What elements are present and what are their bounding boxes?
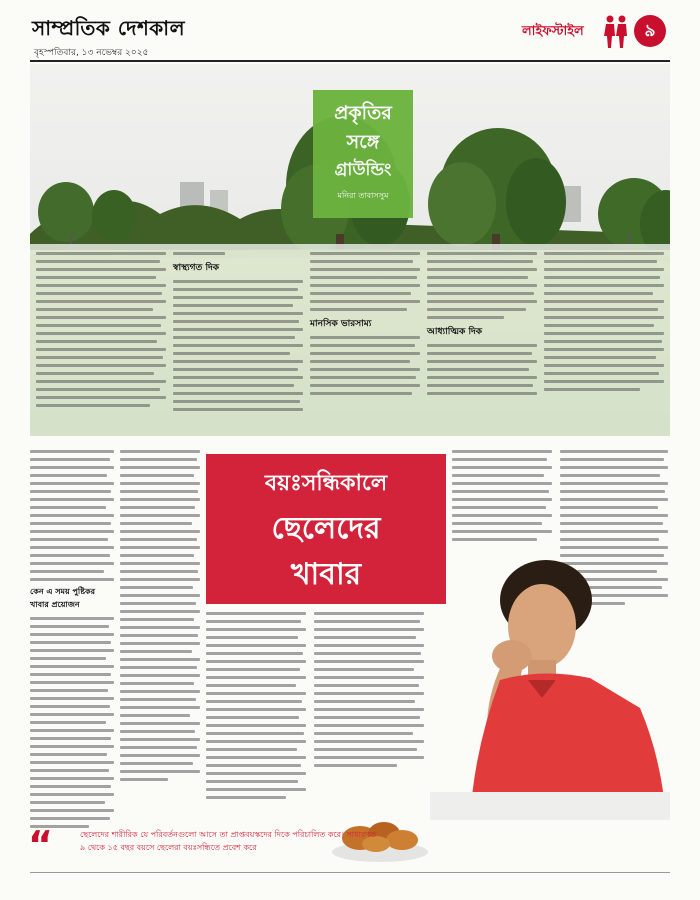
article-text-panel bbox=[30, 244, 670, 436]
headline-line: খাবার bbox=[290, 557, 362, 592]
footer-rule bbox=[30, 872, 670, 873]
masthead bbox=[0, 0, 700, 62]
author-byline: মনিরা তাবাসসুম bbox=[337, 191, 389, 200]
title-line: গ্রাউন্ডিং bbox=[334, 160, 392, 180]
text-column bbox=[206, 612, 306, 804]
subhead: আধ্যাত্মিক দিক bbox=[427, 327, 483, 337]
title-line: সঙ্গে bbox=[346, 131, 380, 153]
text-column bbox=[310, 252, 420, 400]
pull-quote: ছেলেদের শারীরিক যে পরিবর্তনগুলো আসে তা প্রাপ্তবয়স্কদের দিকে পরিচালিত করে। সাধারণত ৯ থেকে ১৫ বছর বয়সে ছেলেরা বয়ঃসন্ধিতে প্রবেশ করে bbox=[80, 830, 377, 852]
masthead-rule bbox=[30, 60, 670, 62]
text-column bbox=[120, 450, 200, 786]
subhead: স্বাস্থ্যগত দিক bbox=[173, 263, 220, 273]
text-column bbox=[427, 252, 537, 400]
subhead: মানসিক ভারসাম্য bbox=[310, 319, 372, 329]
text-column bbox=[544, 252, 664, 396]
text-column bbox=[36, 252, 166, 412]
page-number-badge: ৯ bbox=[634, 15, 666, 47]
quote-mark-icon: “ bbox=[28, 823, 53, 867]
headline-line: বয়ঃসন্ধিকালে bbox=[264, 471, 388, 496]
lifestyle-figures-icon bbox=[600, 14, 632, 50]
headline-line: ছেলেদের bbox=[271, 511, 381, 546]
title-line: প্রকৃতির bbox=[334, 102, 392, 124]
subhead: কেন এ সময় পুষ্টিকর খাবার প্রয়োজন bbox=[30, 587, 96, 609]
issue-date: বৃহস্পতিবার, ১৩ নভেম্বর ২০২৫ bbox=[34, 48, 149, 58]
adolescent-food-article bbox=[30, 444, 670, 870]
article-title-box bbox=[313, 90, 413, 218]
text-column bbox=[314, 612, 424, 772]
grounding-article bbox=[30, 64, 670, 436]
section-label: লাইফস্টাইল bbox=[522, 24, 584, 39]
text-column bbox=[30, 450, 114, 833]
text-column bbox=[173, 252, 303, 416]
newspaper-name: সাম্প্রতিক দেশকাল bbox=[32, 16, 185, 40]
teen-boy-photo bbox=[430, 530, 670, 820]
headline-box bbox=[206, 454, 446, 604]
